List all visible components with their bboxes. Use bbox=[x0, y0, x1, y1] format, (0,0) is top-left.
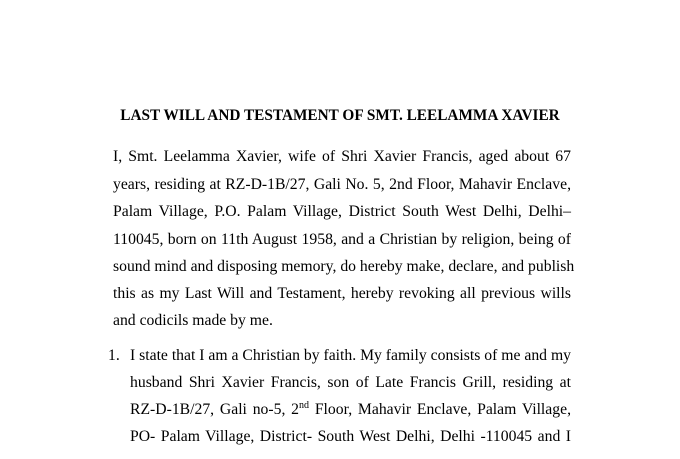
clause-line-with-superscript bbox=[130, 400, 571, 420]
clause-number: 1. bbox=[108, 347, 120, 364]
intro-line-last: and codicils made by me. bbox=[113, 312, 273, 329]
intro-line: 110045, born on 11th August 1958, and a Christian by religion, being of bbox=[113, 231, 571, 248]
clause-line-part: Floor, Mahavir Enclave, Palam Village, bbox=[309, 401, 571, 418]
intro-line: sound mind and disposing memory, do hereby make, declare, and publish bbox=[113, 258, 575, 275]
clause-line: PO- Palam Village, District- South West Delhi, Delhi -110045 and I bbox=[130, 428, 571, 445]
clause-line-part: RZ-D-1B/27, Gali no-5, 2 bbox=[130, 401, 300, 418]
intro-line: I, Smt. Leelamma Xavier, wife of Shri Xavier Francis, aged about 67 bbox=[113, 148, 571, 165]
ordinal-superscript: nd bbox=[299, 400, 310, 411]
intro-line: Palam Village, P.O. Palam Village, District South West Delhi, Delhi– bbox=[113, 203, 571, 220]
intro-line: this as my Last Will and Testament, hereby revoking all previous wills bbox=[113, 285, 571, 302]
intro-line: years, residing at RZ-D-1B/27, Gali No. 5, 2nd Floor, Mahavir Enclave, bbox=[113, 176, 571, 193]
clause-line: husband Shri Xavier Francis, son of Late Francis Grill, residing at bbox=[130, 374, 571, 391]
document-title: LAST WILL AND TESTAMENT OF SMT. LEELAMMA XAVIER bbox=[120, 107, 560, 124]
clause-line: I state that I am a Christian by faith. My family consists of me and my bbox=[130, 347, 571, 364]
